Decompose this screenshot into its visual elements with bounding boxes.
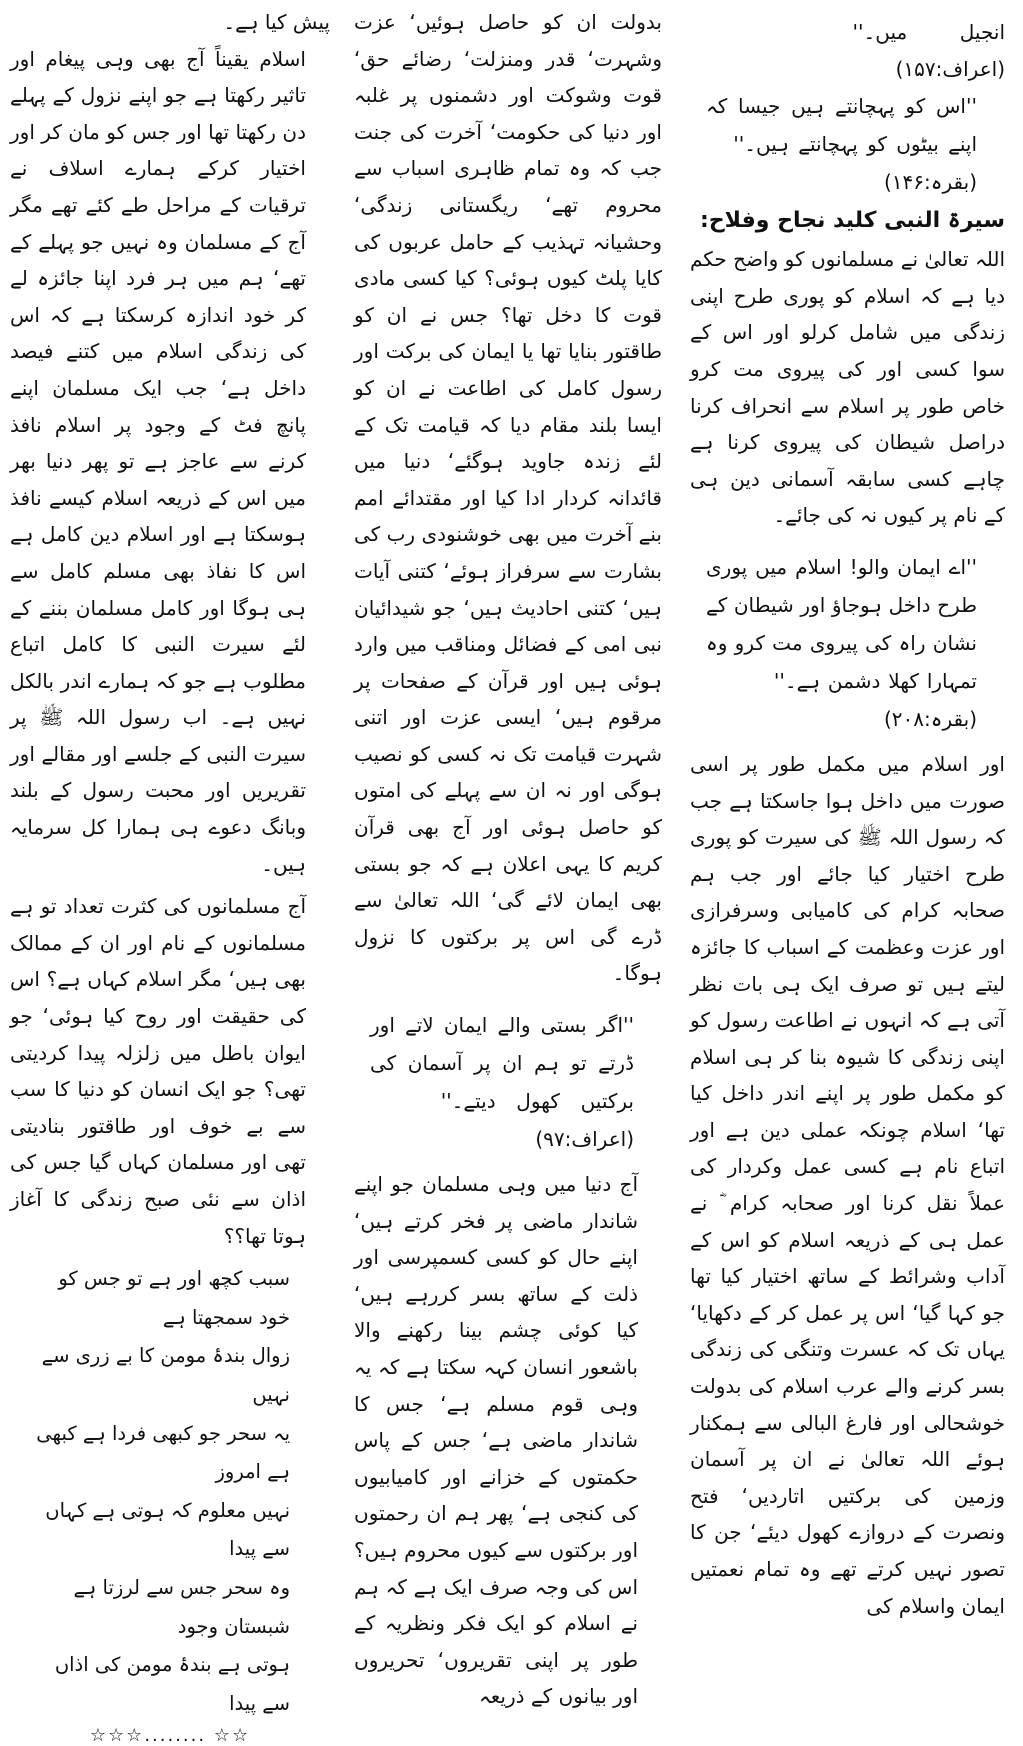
column-middle: [346, 0, 676, 1709]
reference-araf-97: (اعراف:۹۷): [535, 1127, 634, 1152]
quote-tail-text: انجیل میں۔'': [852, 20, 1005, 44]
paragraph-right-2: اور اسلام میں مکمل طور پر اسی صورت میں داخل ہوا جاسکتا ہے جب کہ رسول اللہ ﷺ کی سیرت کو پوری طرح اختیار کیا جائے اور جب ہم صحابہ کرام کی کامیابی وسرفرازی اور عزت وعظمت کے اسباب کا جائزہ لیتے ہیں تو صرف ایک ہی بات نظر آتی ہے کہ انہوں نے اطاعت رسول کو اپنی زندگی کا شیوہ بنا کر ہی اسلام کو مکمل طور پر اپنے اندر داخل کیا تھا‘ اسلام چونکہ عملی دین ہے اور اتباع نام ہے کسی عمل وکردار کی عملاً نقل کرنا اور صحابہ کرام ؓ نے عمل ہی کے ذریعہ اسلام کو اس کے آداب وشرائط کے ساتھ اختیار کیا تھا جو کہا گیا‘ اس پر عمل کر کے دکھایا‘ یہاں تک کہ عسرت وتنگی کی زندگی بسر کرنے والے عرب اسلام کی بدولت خوشحالی اور فارغ البالی سے ہمکنار ہوئے اللہ تعالیٰ نے ان پر آسمان وزمین کی برکتیں اتاردیں‘ فتح ونصرت کے دروازے کھول دیئے‘ جن کا تصور نہیں کرتے تھے وہ تمام نعمتیں ایمان واسلام کی: [690, 751, 1005, 1618]
quote-araf-97-text: ''اگر بستی والے ایمان لاتے اور ڈرتے تو ہم ان پر آسمان کی برکتیں کھول دیتے۔'': [370, 1013, 635, 1114]
verse-line: وہ سحر جس سے لرزتا ہے شبستان وجود: [73, 1575, 290, 1638]
quote-tail-line: [690, 14, 1005, 87]
paragraph-left-3: آج مسلمانوں کی کثرت تعداد تو ہے مسلمانوں کے نام اور ان کے ممالک بھی ہیں‘ مگر اسلام کہاں ہے؟ اس کی حقیقت اور روح کیا ہوئی‘ جو ایوان باطل میں زلزلہ پیدا کردیتی تھی؟ جو ایک انسان کو دنیا کا سب سے بے خوف اور طاقتور بنادیتی تھی اور مسلمان کہاں گیا جس کی اذان سے نئی صبح زندگی کا آغاز ہوتا تھا؟؟: [10, 894, 306, 1248]
verse-line: زوال بندۂ مومن کا بے زری سے نہیں: [41, 1344, 290, 1406]
paragraph-left-1: پیش کیا ہے۔: [223, 10, 330, 34]
reference-baqarah-146: (بقرہ:۱۴۶): [883, 170, 977, 195]
reference-baqarah-208: (بقرہ:۲۰۸): [883, 706, 977, 731]
verse-line: یہ سحر جو کبھی فردا ہے کبھی ہے امروز: [36, 1421, 290, 1484]
quote-baqarah-146-text: ''اس کو پہچانتے ہیں جیسا کہ اپنے بیٹوں کو پہچانتے ہیں۔'': [706, 94, 977, 157]
quote-baqarah-146: [690, 87, 1005, 201]
reference-araf-157: (اعراف:۱۵۷): [895, 56, 1005, 81]
quote-araf-97: [354, 1006, 662, 1158]
section-heading: سیرۃ النبی کلید نجاح وفلاح:: [700, 208, 1005, 234]
paragraph-middle-2: آج دنیا میں وہی مسلمان جو اپنے شاندار ماضی پر فخر کرتے ہیں‘ اپنے حال کو کسی کسمپرسی اور ذلت کے ساتھ بسر کررہے ہیں‘ کیا کوئی چشم بینا رکھنے والا باشعور انسان کہہ سکتا ہے کہ یہ وہی قوم مسلم ہے‘ جس کا شاندار ماضی ہے‘ جس کے پاس حکمتوں کے خزانے اور کامیابیوں کی کنجی ہے‘ پھر ہم ان رحمتوں اور برکتوں سے کیوں محروم ہیں؟ اس کی وجہ صرف ایک ہے کہ ہم نے اسلام کو ایک فکر ونظریہ کے طور پر اپنی تقریروں‘ تحریروں اور بیانوں کے ذریعہ: [354, 1172, 638, 1709]
quote-baqarah-208-text: ''اے ایمان والو! اسلام میں پوری طرح داخل ہوجاؤ اور شیطان کے نشان راہ کی پیروی مت کرو وہ تمہارا کھلا دشمن ہے۔'': [706, 554, 977, 693]
paragraph-right-1: اللہ تعالیٰ نے مسلمانوں کو واضح حکم دیا ہے کہ اسلام کو پوری طرح اپنی زندگی میں شامل کرلو اور اس کے سوا کسی اور کی پیروی مت کرو خاص طور پر اسلام سے انحراف کرنا دراصل شیطان کی پیروی کرنا ہے چاہے کسی سابقہ آسمانی دین ہی کے نام پر کیوں نہ کی جائے۔: [690, 247, 1005, 528]
paragraph-left-2: اسلام یقیناً آج بھی وہی پیغام اور تاثیر رکھتا ہے جو اپنے نزول کے پہلے دن رکھتا تھا اور جس کو مان کر اور اختیار کرکے ہمارے اسلاف نے ترقیات کے مراحل طے کئے تھے مگر آج کے مسلمان وہ نہیں جو پہلے کے تھے‘ ہم میں ہر فرد اپنا جائزہ لے کر خود اندازہ کرسکتا ہے کہ اس کی زندگی اسلام میں کتنے فیصد داخل ہے‘ جب ایک مسلمان اپنے پانچ فٹ کے وجود پر اسلام نافذ کرنے سے عاجز ہے تو پھر دنیا بھر میں اس کے ذریعہ اسلام کیسے نافذ ہوسکتا ہے اور اسلام دین کامل ہے اس کا نفاذ بھی مسلم کامل سے ہی ہوگا اور کامل مسلمان بننے کے لئے سیرت النبی کا کامل اتباع مطلوب ہے جو کہ ہمارے اندر بالکل نہیں ہے۔ اب رسول اللہ ﷺ پر سیرت النبی کے جلسے اور مقالے اور تقریریں اور محبت رسول کے بلند وبانگ دعوے ہی ہمارا کل سرمایہ ہیں۔: [10, 46, 306, 876]
verse-line: نہیں معلوم کہ ہوتی ہے کہاں سے پیدا: [45, 1498, 290, 1561]
poetry-block: [10, 1254, 330, 1723]
paragraph-middle-1: بدولت ان کو حاصل ہوئیں‘ عزت وشہرت‘ قدر ومنزلت‘ رضائے حق‘ قوت وشوکت اور دشمنوں پر غلبہ اور دنیا کی حکومت‘ آخرت کی جنت جب کہ وہ تمام ظاہری اسباب سے محروم تھے‘ ریگستانی زندگی‘ وحشیانہ تہذیب کے حامل عربوں کی کایا پلٹ کیوں ہوئی؟ کیا کسی مادی قوت کا دخل تھا؟ جس نے ان کو طاقتور بنایا تھا یا ایمان کی برکت اور رسول کامل کی اطاعت نے ان کو ایسا بلند مقام دیا کہ قیامت تک کے لئے زندہ جاوید ہوگئے‘ دنیا میں قائدانہ کردار ادا کیا اور مقتدائے امم بنے آخرت میں بھی خوشنودی رب کی بشارت سے سرفراز ہوئے‘ کتنی آیات ہیں‘ کتنی احادیث ہیں‘ جو شیدائیان نبی امی کے فضائل ومناقب میں وارد ہوئی ہیں اور قرآن کے صفحات پر مرقوم ہیں‘ ایسی عزت اور اتنی شہرت قیامت تک نہ کسی کو نصیب ہوگی اور نہ ان سے پہلے کی امتوں کو حاصل ہوئی اور آج بھی قرآن کریم کا یہی اعلان ہے کہ جو بستی بھی ایمان لائے گی‘ اللہ تعالیٰ سے ڈرے گی اس پر برکتوں کا نزول ہوگا۔: [354, 10, 662, 986]
column-left: [4, 0, 338, 1746]
verse-line: سبب کچھ اور ہے تو جس کو خود سمجھتا ہے: [58, 1267, 290, 1329]
column-right: [684, 0, 1019, 1618]
quote-baqarah-208: [690, 548, 1005, 738]
stars-divider: ☆☆ ........☆☆☆: [89, 1725, 251, 1746]
verse-line: ہوتی ہے بندۂ مومن کی اذاں سے پیدا: [54, 1653, 290, 1715]
